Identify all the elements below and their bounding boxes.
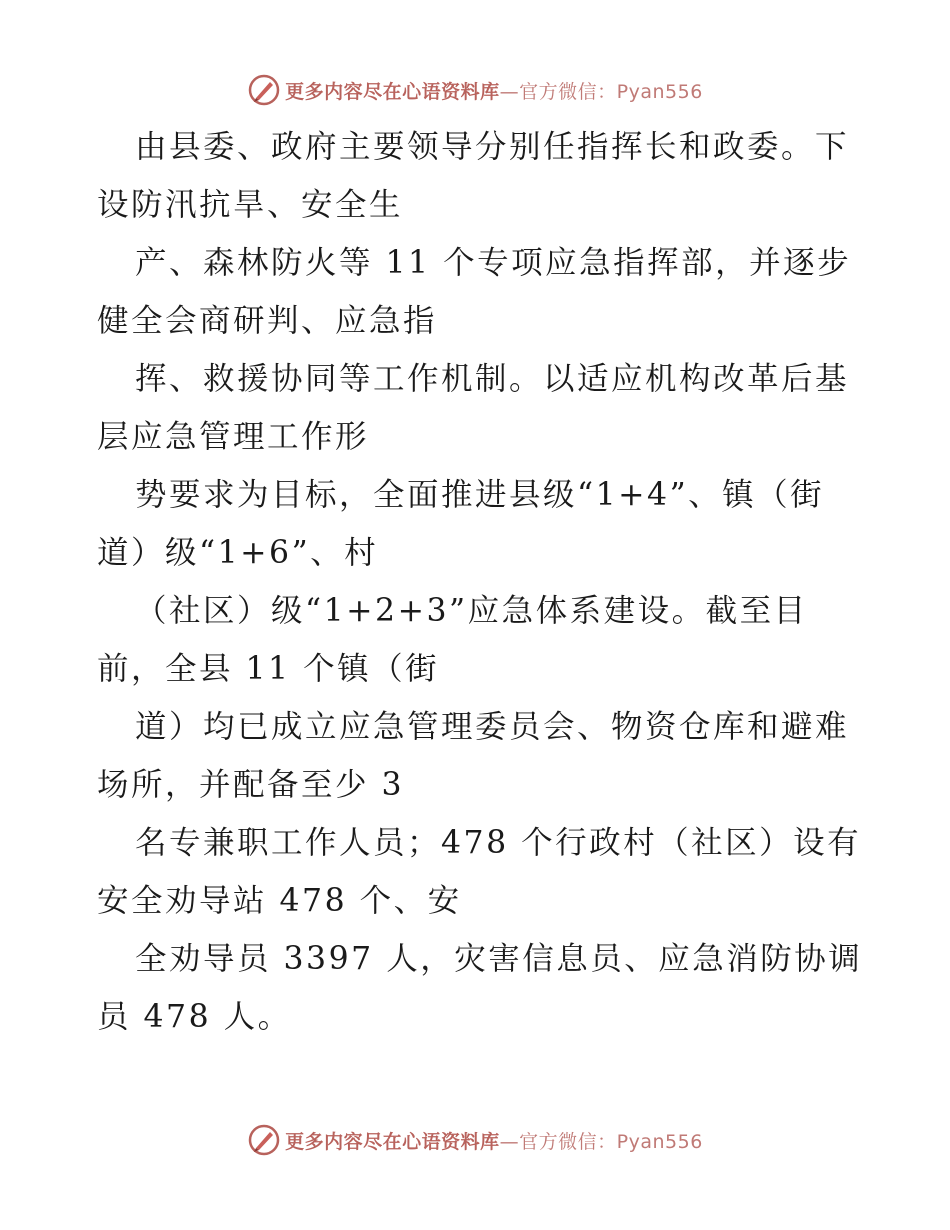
footer-watermark-contact: —官方微信：Pyan556: [499, 1130, 703, 1153]
body-line: 层应急管理工作形: [97, 419, 370, 455]
footer-watermark-text: [285, 1127, 703, 1154]
body-line: 员 478 人。: [97, 999, 292, 1035]
body-line: 产、森林防火等 11 个专项应急指挥部，并逐步: [135, 245, 852, 281]
pen-logo-icon: [247, 1123, 281, 1157]
header-watermark-banner: [0, 70, 950, 110]
body-line: 由县委、政府主要领导分别任指挥长和政委。下: [135, 129, 850, 165]
body-line: 安全劝导站 478 个、安: [97, 883, 462, 919]
footer-watermark-title: 更多内容尽在心语资料库: [285, 1130, 500, 1153]
pen-logo-icon: [247, 73, 281, 107]
body-line: 前，全县 11 个镇（街: [97, 651, 440, 687]
body-line: 设防汛抗旱、安全生: [97, 187, 404, 223]
body-line: 势要求为目标，全面推进县级“1+4”、镇（街: [135, 477, 825, 513]
body-line: 挥、救援协同等工作机制。以适应机构改革后基: [135, 361, 850, 397]
body-line: 健全会商研判、应急指: [97, 303, 438, 339]
body-line: 名专兼职工作人员；478 个行政村（社区）设有: [135, 825, 862, 861]
header-watermark-title: 更多内容尽在心语资料库: [285, 80, 500, 103]
body-line: 道）级“1+6”、村: [97, 535, 379, 571]
body-line: 全劝导员 3397 人，灾害信息员、应急消防协调: [135, 941, 863, 977]
body-line: 场所，并配备至少 3: [97, 767, 405, 803]
header-watermark-contact: —官方微信：Pyan556: [499, 80, 703, 103]
header-watermark-text: [285, 77, 703, 104]
body-line: （社区）级“1+2+3”应急体系建设。截至目: [135, 593, 808, 629]
document-body: [97, 118, 863, 1046]
footer-watermark-banner: [0, 1120, 950, 1160]
body-line: 道）均已成立应急管理委员会、物资仓库和避难: [135, 709, 850, 745]
